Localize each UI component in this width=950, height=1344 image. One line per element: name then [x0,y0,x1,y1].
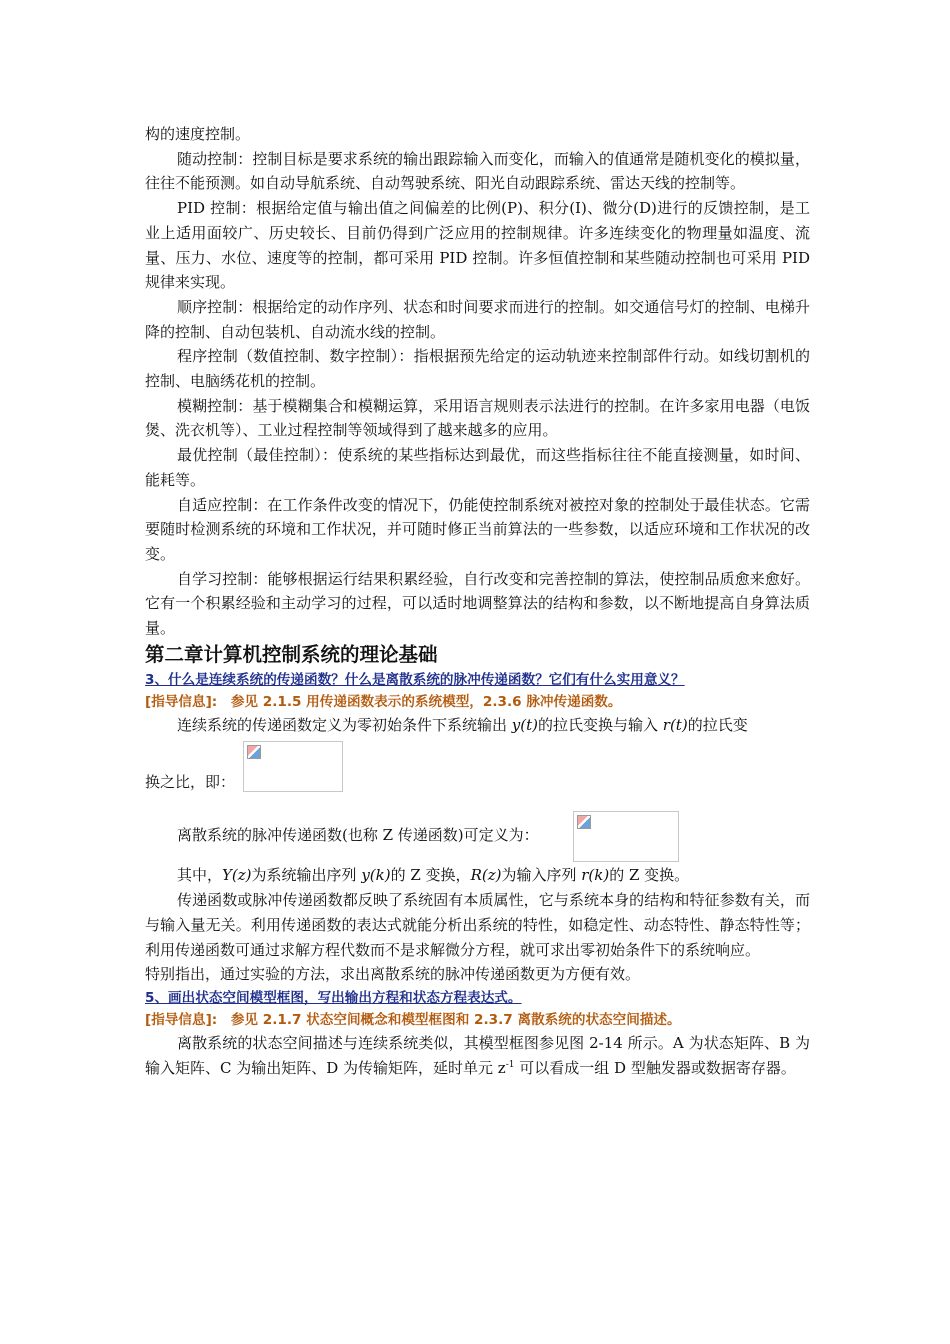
formula-row-2 [145,791,810,847]
symbol-rt: r(t) [662,715,688,734]
q3-paragraph-transfer-def [145,713,810,738]
intro-paragraphs [145,122,810,641]
intro-paragraph: 最优控制（最佳控制）：使系统的某些指标达到最优，而这些指标往往不能直接测量，如时间、能耗等。 [145,446,810,489]
document-page [145,122,810,1080]
chapter-title: 第二章计算机控制系统的理论基础 [145,642,438,666]
intro-paragraph: 自学习控制：能够根据运行结果积累经验，自行改变和完善控制的算法，使控制品质愈来愈好。它有一个积累经验和主动学习的过程，可以适时地调整算法的结构和参数，以不断地提高自身算法质量。 [145,569,810,638]
intro-paragraph: 程序控制（数值控制、数字控制）：指根据预先给定的运动轨迹来控制部件行动。如线切割机的控制、电脑绣花机的控制。 [145,347,810,391]
question-5-link[interactable]: 5、画出状态空间模型框图，写出输出方程和状态方程表达式。 [145,989,522,1006]
symbol-yt: y(t) [511,715,538,734]
text-span: 的拉氏变 [687,715,748,734]
intro-paragraph: 模糊控制：基于模糊集合和模糊运算，采用语言规则表示法进行的控制。在许多家用电器（电饭煲、洗衣机等）、工业过程控制等领域得到了越来越多的应用。 [145,396,810,440]
intro-paragraph: 随动控制：控制目标是要求系统的输出跟踪输入而变化，而输入的值通常是随机变化的模拟量，往往不能预测。如自动导航系统、自动驾驶系统、阳光自动跟踪系统、雷达天线的控制等。 [145,149,810,193]
intro-paragraph: 自适应控制：在工作条件改变的情况下，仍能使控制系统对被控对象的控制处于最佳状态。它需要随时检测系统的环境和工作状况，并可随时修正当前算法的一些参数，以适应环境和工作状况的改变。 [145,495,810,563]
q3-paragraph-where [145,863,810,888]
broken-image-icon [577,815,591,829]
text-span: 的拉氏变换与输入 [538,715,663,734]
formula-image-continuous [243,741,343,792]
intro-paragraph: PID 控制：根据给定值与输出值之间偏差的比例(P)、积分(I)、微分(D)进行的反馈控制，是工业上适用面较广、历史较长、目前仍得到广泛应用的控制规律。许多连续变化的物理量如温度、流量、压力、水位、速度等的控制，都可采用 PID 控制。许多恒值控制和某些随动控制也可采用 PID 规律来实现。 [145,199,810,292]
broken-image-icon [247,745,261,759]
question-5-guide: [指导信息]: 参见 2.1.7 状态空间概念和模型框图和 2.3.7 离散系统的状态空间描述。 [145,1011,681,1028]
text-span: 为输入序列 [501,866,582,885]
text-span: 离散系统的状态空间描述与连续系统类似，其模型框图参见图 2-14 所示。A 为状态矩阵、B 为输入矩阵、C 为输出矩阵、D 为传输矩阵，延时单元 z [145,1033,810,1077]
symbol-rk: r(k) [581,866,610,885]
text-span: 换之比，即： [145,773,236,792]
text-span: 的 Z 变换。 [609,866,690,885]
q3-paragraph-meaning: 传递函数或脉冲传递函数都反映了系统固有本质属性，它与系统本身的结构和特征参数有关，而与输入量无关。利用传递函数的表达式就能分析出系统的特性，如稳定性、动态特性、静态特性等；利用传递函数可通过求解方程代数而不是求解微分方程，就可求出零初始条件下的系统响应。 [145,891,810,959]
text-span: 其中， [177,866,223,885]
q3-paragraph-note: 特别指出，通过实验的方法，求出离散系统的脉冲传递函数更为方便有效。 [145,965,641,984]
text-span: 连续系统的传递函数定义为零初始条件下系统输出 [177,715,512,734]
symbol-yk: y(k) [361,866,391,885]
symbol-Yz: Y(z) [222,866,252,885]
q5-paragraph-state-space [145,1031,810,1080]
text-span: 可以看成一组 D 型触发器或数据寄存器。 [514,1058,796,1077]
intro-paragraph: 顺序控制：根据给定的动作序列、状态和时间要求而进行的控制。如交通信号灯的控制、电梯升降的控制、自动包装机、自动流水线的控制。 [145,297,810,341]
text-span: 的 Z 变换， [390,866,471,885]
text-span: 为系统输出序列 [251,866,362,885]
symbol-Rz: R(z) [470,866,502,885]
superscript: -1 [505,1059,515,1070]
formula-row-1 [145,737,810,791]
intro-paragraph: 构的速度控制。 [145,125,251,143]
text-span: 离散系统的脉冲传递函数(也称 Z 传递函数)可定义为： [177,826,539,845]
formula-image-discrete [573,811,679,862]
question-3-link[interactable]: 3、什么是连续系统的传递函数？什么是离散系统的脉冲传递函数？它们有什么实用意义？ [145,671,685,688]
question-3-guide: [指导信息]: 参见 2.1.5 用传递函数表示的系统模型，2.3.6 脉冲传递函数。 [145,693,622,710]
